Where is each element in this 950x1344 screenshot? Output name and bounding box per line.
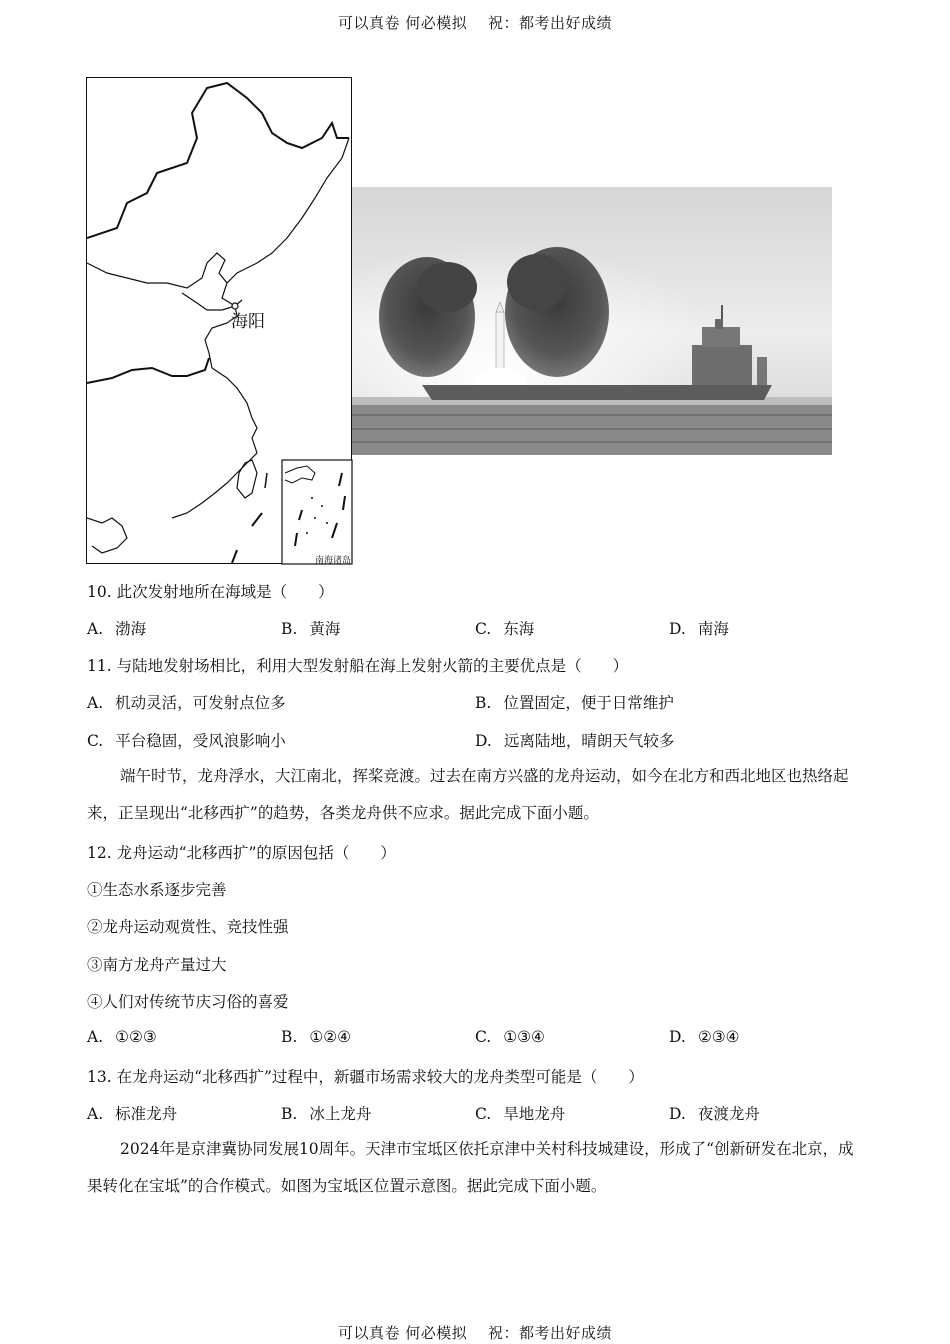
statement-2: ②龙舟运动观赏性、竞技性强 — [87, 918, 289, 936]
option-text: 黄海 — [309, 620, 341, 638]
option-key: D. — [669, 1105, 686, 1123]
passage-dragon-boat: 端午时节，龙舟浮水，大江南北，挥桨竞渡。过去在南方兴盛的龙舟运动，如今在北方和西北地区也热络起来，正呈现出“北移西扩”的趋势，各类龙舟供不应求。据此完成下面小题。 — [87, 767, 849, 822]
question-12-stem: 12. 龙舟运动“北移西扩”的原因包括（ ） — [87, 844, 396, 862]
q10-option-b[interactable] — [281, 617, 340, 639]
statement-1: ①生态水系逐步完善 — [87, 881, 227, 899]
option-key: D. — [669, 620, 686, 638]
question-13-stem: 13. 在龙舟运动“北移西扩”过程中，新疆市场需求较大的龙舟类型可能是（ ） — [87, 1068, 644, 1086]
option-text: 渤海 — [115, 620, 147, 638]
q12-option-c[interactable] — [475, 1028, 545, 1046]
option-text: 冰上龙舟 — [309, 1105, 372, 1123]
option-key: C. — [87, 732, 104, 750]
q13-option-d[interactable] — [669, 1102, 760, 1124]
q11-option-b[interactable] — [475, 691, 674, 713]
q13-option-a[interactable] — [87, 1102, 177, 1124]
question-10-stem: 10. 此次发射地所在海域是（ ） — [87, 583, 334, 601]
option-key: A. — [87, 1105, 104, 1123]
option-key: A. — [87, 694, 104, 712]
option-key: D. — [669, 1028, 686, 1046]
inset-label: 南海诸岛 — [315, 556, 352, 566]
option-key: A. — [87, 620, 104, 638]
option-text: ②③④ — [697, 1028, 740, 1046]
option-text: 东海 — [503, 620, 535, 638]
q12-option-b[interactable] — [281, 1028, 351, 1046]
location-map — [86, 77, 352, 564]
q13-option-b[interactable] — [281, 1102, 371, 1124]
page-footer: 可以真卷 何必模拟 祝：都考出好成绩 — [337, 1324, 613, 1342]
option-key: B. — [281, 1105, 298, 1123]
q13-option-c[interactable] — [475, 1102, 565, 1124]
option-text: 南海 — [697, 620, 729, 638]
q11-option-c[interactable] — [87, 729, 286, 751]
option-text: 旱地龙舟 — [503, 1105, 566, 1123]
option-key: B. — [281, 1028, 298, 1046]
option-text: ①②④ — [309, 1028, 352, 1046]
option-key: D. — [475, 732, 492, 750]
coastline-drawing — [87, 78, 353, 565]
option-text: ①②③ — [115, 1028, 157, 1046]
option-text: 标准龙舟 — [115, 1105, 178, 1123]
q11-option-d[interactable] — [475, 729, 674, 751]
option-key: B. — [281, 620, 298, 638]
statement-4: ④人们对传统节庆习俗的喜爱 — [87, 993, 289, 1011]
q10-option-a[interactable] — [87, 617, 146, 639]
option-key: B. — [475, 694, 492, 712]
option-key: A. — [87, 1028, 104, 1046]
passage-baodi: 2024年是京津冀协同发展10周年。天津市宝坻区依托京津中关村科技城建设，形成了“创新研发在北京，成果转化在宝坻”的合作模式。如图为宝坻区位置示意图。据此完成下面小题。 — [87, 1140, 854, 1195]
q10-option-c[interactable] — [475, 617, 534, 639]
page-header: 可以真卷 何必模拟 祝：都考出好成绩 — [337, 14, 613, 32]
option-text: 机动灵活，可发射点位多 — [115, 694, 286, 712]
option-text: ①③④ — [503, 1028, 545, 1046]
option-text: 平台稳固，受风浪影响小 — [115, 732, 286, 750]
option-key: C. — [475, 1028, 492, 1046]
map-place-label: 海阳 — [231, 312, 265, 332]
q12-option-a[interactable] — [87, 1028, 157, 1046]
statement-3: ③南方龙舟产量过大 — [87, 956, 227, 974]
option-key: C. — [475, 620, 492, 638]
option-text: 夜渡龙舟 — [697, 1105, 760, 1123]
option-text: 位置固定，便于日常维护 — [503, 694, 674, 712]
q12-option-d[interactable] — [669, 1028, 740, 1046]
option-key: C. — [475, 1105, 492, 1123]
question-11-stem: 11. 与陆地发射场相比，利用大型发射船在海上发射火箭的主要优点是（ ） — [87, 657, 629, 675]
option-text: 远离陆地，晴朗天气较多 — [503, 732, 675, 750]
launch-ship-photo — [352, 187, 832, 455]
q11-option-a[interactable] — [87, 691, 286, 713]
q10-option-d[interactable] — [669, 617, 729, 639]
